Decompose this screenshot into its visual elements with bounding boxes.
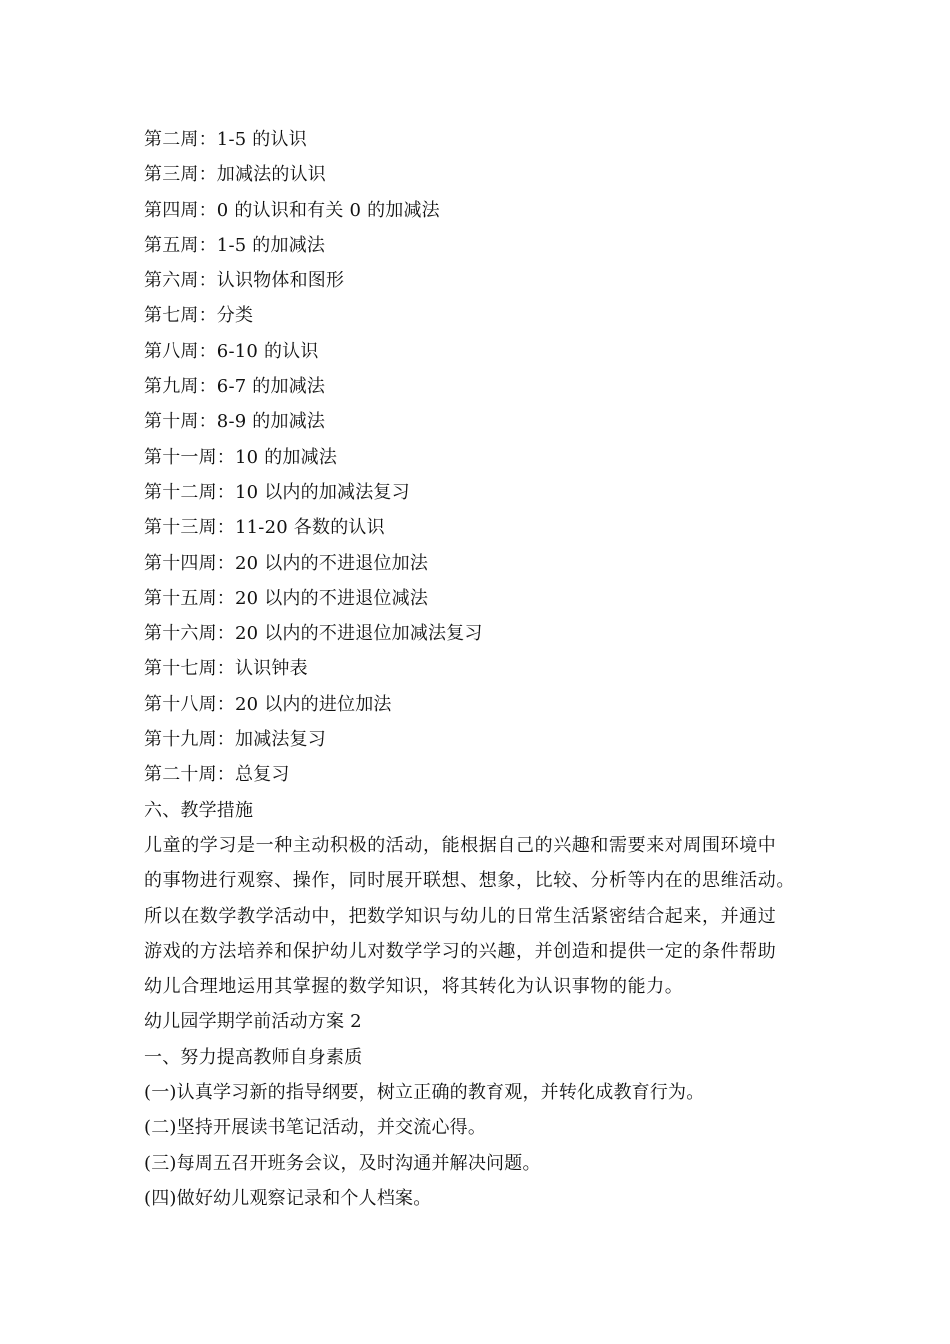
schedule-line: 第十九周：加减法复习 — [144, 729, 326, 751]
plan-item: (三)每周五召开班务会议，及时沟通并解决问题。 — [144, 1152, 541, 1174]
schedule-line: 第十八周：20 以内的进位加法 — [144, 693, 392, 715]
schedule-line: 第十二周：10 以内的加减法复习 — [144, 481, 410, 503]
schedule-line: 第十四周：20 以内的不进退位加法 — [144, 552, 429, 574]
schedule-line: 第十五周：20 以内的不进退位减法 — [144, 587, 429, 609]
paragraph-line: 所以在数学教学活动中，把数学知识与幼儿的日常生活紧密结合起来，并通过 — [144, 905, 777, 927]
schedule-line: 第六周：认识物体和图形 — [144, 270, 345, 292]
schedule-line: 第十六周：20 以内的不进退位加减法复习 — [144, 623, 483, 645]
paragraph-line: 的事物进行观察、操作，同时展开联想、想象，比较、分析等内在的思维活动。 — [144, 870, 795, 892]
plan-item: (二)坚持开展读书笔记活动，并交流心得。 — [144, 1117, 487, 1139]
schedule-line: 第四周：0 的认识和有关 0 的加减法 — [144, 199, 440, 221]
plan-item-list — [144, 1075, 824, 1216]
paragraph-line: 游戏的方法培养和保护幼儿对数学学习的兴趣，并创造和提供一定的条件帮助 — [144, 940, 777, 962]
schedule-line: 第二十周：总复习 — [144, 764, 290, 786]
plan-item: (四)做好幼儿观察记录和个人档案。 — [144, 1187, 432, 1209]
section-heading: 六、教学措施 — [144, 799, 254, 821]
plan-item: (一)认真学习新的指导纲要，树立正确的教育观，并转化成教育行为。 — [144, 1082, 705, 1104]
paragraph-line: 儿童的学习是一种主动积极的活动，能根据自己的兴趣和需要来对周围环境中 — [144, 834, 777, 856]
schedule-line: 第八周：6-10 的认识 — [144, 340, 319, 362]
schedule-line: 第十周：8-9 的加减法 — [144, 411, 326, 433]
schedule-line: 第七周：分类 — [144, 305, 254, 327]
document-body — [144, 122, 824, 1216]
schedule-line: 第三周：加减法的认识 — [144, 164, 326, 186]
paragraph-line: 幼儿合理地运用其掌握的数学知识，将其转化为认识事物的能力。 — [144, 976, 684, 998]
schedule-line: 第十三周：11-20 各数的认识 — [144, 517, 385, 539]
schedule-line: 第十一周：10 的加减法 — [144, 446, 338, 468]
teaching-measures-paragraph — [144, 828, 824, 1004]
plan-title: 幼儿园学期学前活动方案 2 — [144, 1011, 362, 1033]
schedule-line: 第九周：6-7 的加减法 — [144, 376, 326, 398]
schedule-line: 第五周：1-5 的加减法 — [144, 234, 326, 256]
weekly-schedule-list — [144, 122, 824, 793]
plan-section-heading: 一、努力提高教师自身素质 — [144, 1046, 363, 1068]
schedule-line: 第十七周：认识钟表 — [144, 658, 308, 680]
schedule-line: 第二周：1-5 的认识 — [144, 129, 307, 150]
